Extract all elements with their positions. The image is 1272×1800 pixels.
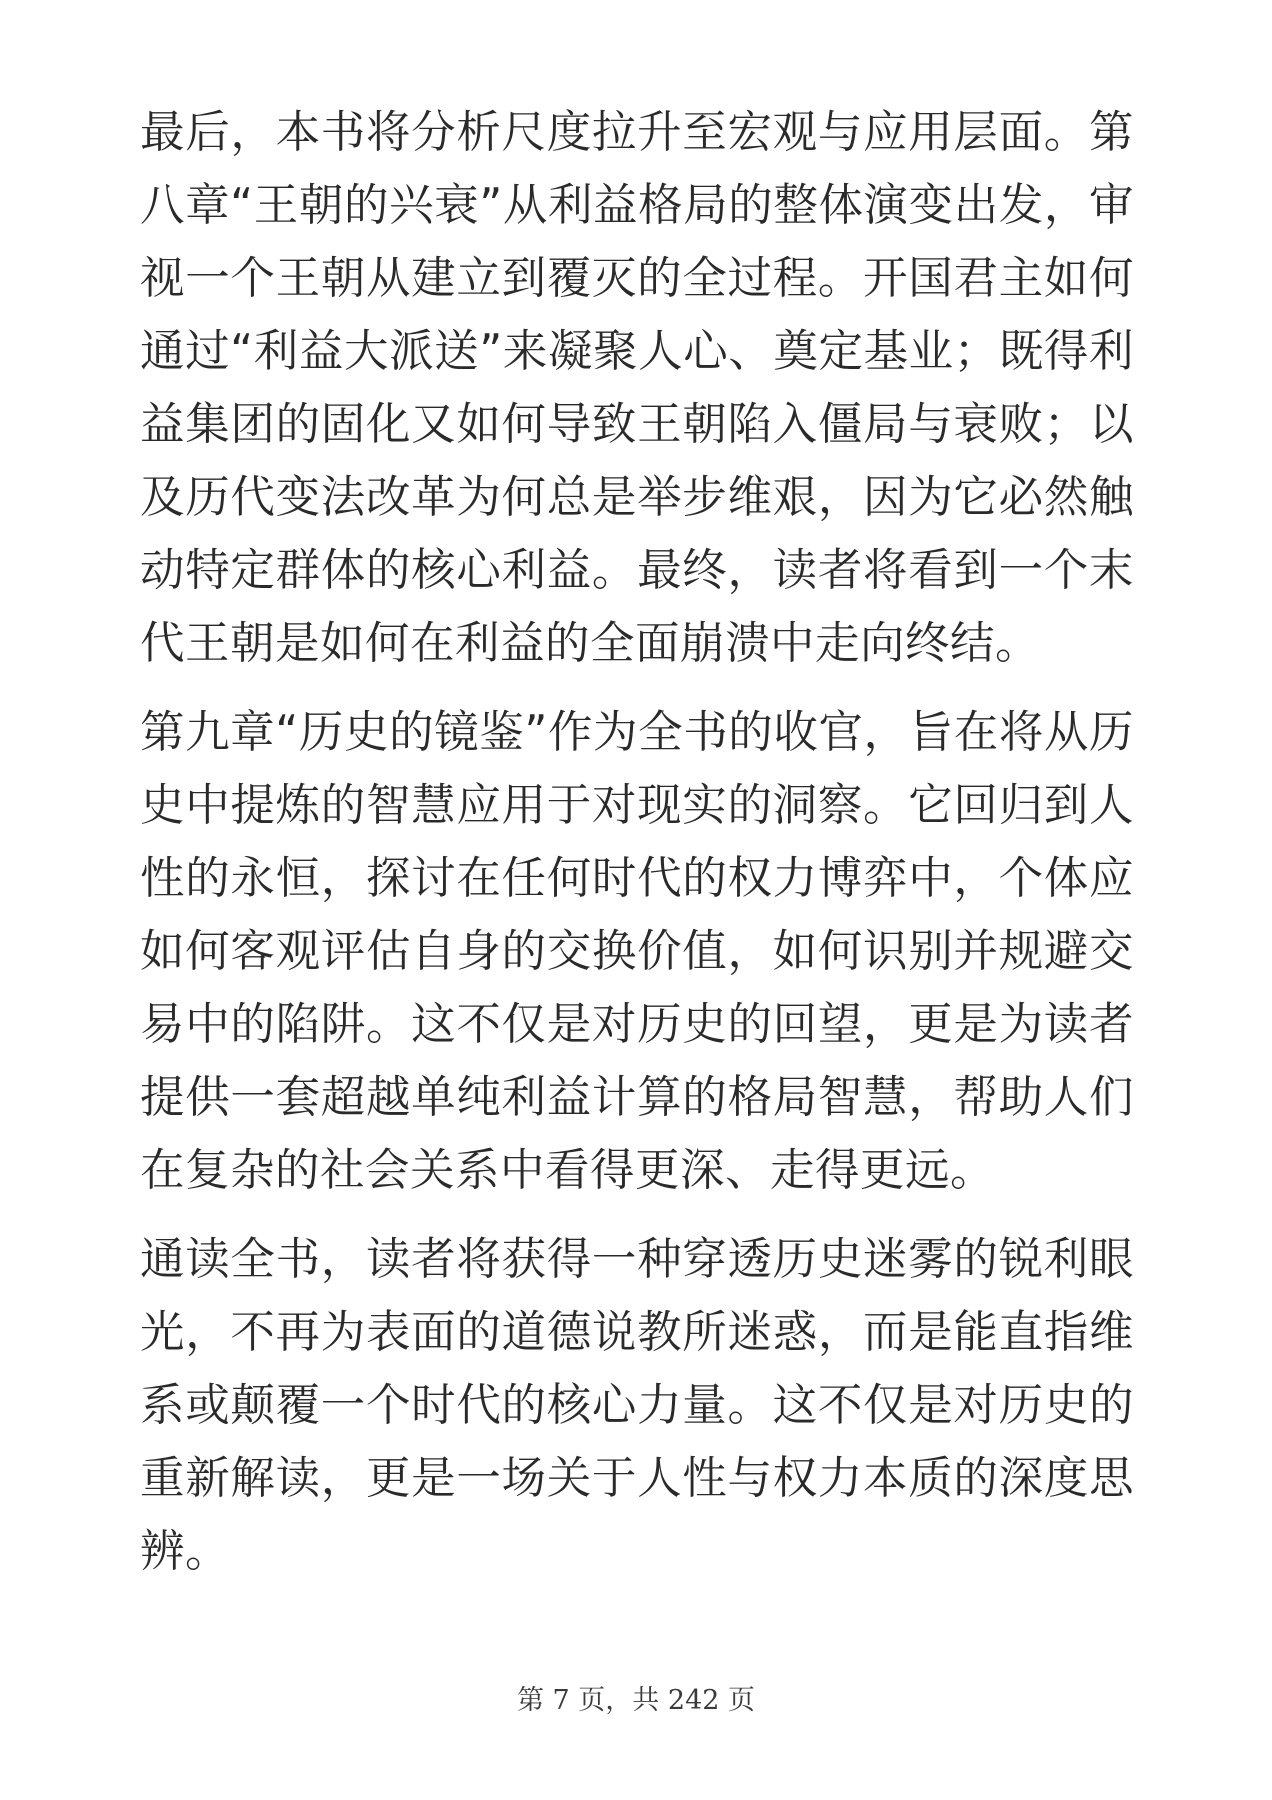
page-body: [140, 96, 1134, 1604]
paragraph-chapter-9: 第九章“历史的镜鉴”作为全书的收官，旨在将从历史中提炼的智慧应用于对现实的洞察。它回归到人性的永恒，探讨在任何时代的权力博弈中，个体应如何客观评估自身的交换价值，如何识别并规避交易中的陷阱。这不仅是对历史的回望，更是为读者提供一套超越单纯利益计算的格局智慧，帮助人们在复杂的社会关系中看得更深、走得更远。: [140, 707, 1134, 1196]
paragraph-conclusion: 通读全书，读者将获得一种穿透历史迷雾的锐利眼光，不再为表面的道德说教所迷惑，而是能直指维系或颠覆一个时代的核心力量。这不仅是对历史的重新解读，更是一场关于人性与权力本质的深度思辨。: [140, 1234, 1134, 1577]
paragraph-chapter-8: 最后，本书将分析尺度拉升至宏观与应用层面。第八章“王朝的兴衰”从利益格局的整体演变出发，审视一个王朝从建立到覆灭的全过程。开国君主如何通过“利益大派送”来凝聚人心、奠定基业；既得利益集团的固化又如何导致王朝陷入僵局与衰败；以及历代变法改革为何总是举步维艰，因为它必然触动特定群体的核心利益。最终，读者将看到一个末代王朝是如何在利益的全面崩溃中走向终结。: [140, 107, 1134, 669]
page-number-footer: 第 7 页，共 242 页: [516, 1685, 756, 1716]
